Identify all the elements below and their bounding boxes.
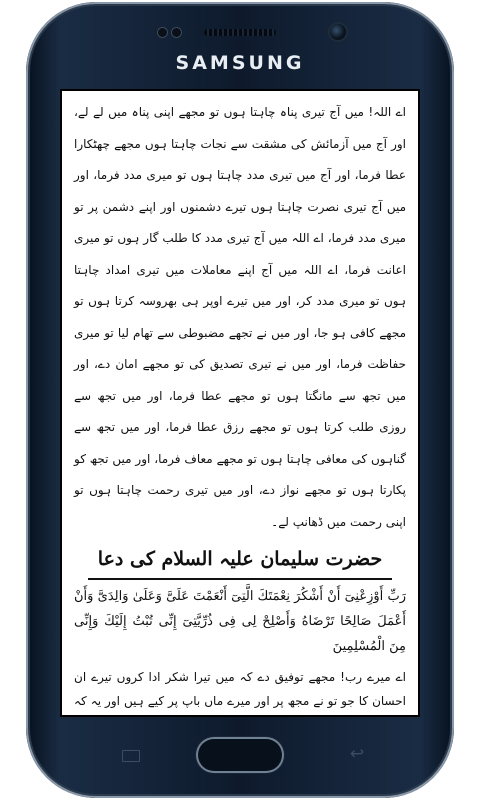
front-camera-icon <box>330 24 346 40</box>
hardware-keys <box>26 727 454 787</box>
brand-logo: SAMSUNG <box>175 52 305 74</box>
phone-frame <box>26 2 454 798</box>
sensor-dot <box>158 28 167 37</box>
dua-paragraph: اے اللہ! میں آج تیری پناہ چاہتا ہوں تو مجھے اپنی پناہ میں لے لے، اور آج میں آزمائش کی مشقت سے نجات چاہتا ہوں مجھے چھٹکارا عطا فرما، اور آج میں تیری مدد چاہتا ہوں تو میری مدد فرما، اور میں آج تیری نصرت چاہتا ہوں تیرے دشمنوں اور اپنے دشمن پر تو میری مدد فرما، اے اللہ میں آج تیری مدد کا طلب گار ہوں تو میری اعانت فرما، اے اللہ میں آج اپنے معاملات میں تیری امداد چاہتا ہوں تو میری مدد کر، اور میں تیرے اوپر ہی بھروسہ کرتا ہوں تو مجھے کافی ہو جا، اور میں نے تجھے مضبوطی سے تھام لیا تو میری حفاظت فرما، اور میں نے تیری تصدیق کی تو مجھے امان دے، اور میں تجھ سے مانگتا ہوں تو مجھے عطا فرما، اور میں تجھ سے روزی طلب کرتا ہوں تو مجھے رزق عطا فرما، اور میں تجھ سے گناہوں کی معافی چاہتا ہوں تو مجھے معاف فرما، اور میں تجھ کو پکارتا ہوں تو مجھے نواز دے، اور میں تیری رحمت چاہتا ہوں تو اپنی رحمت میں ڈھانپ لے۔ <box>74 105 406 529</box>
earpiece-speaker <box>204 29 276 36</box>
scroll-content[interactable] <box>62 91 418 715</box>
back-icon[interactable]: ↩ <box>349 744 365 764</box>
heading-sulaiman: حضرت سلیمان علیہ السلام کی دعا <box>88 542 392 580</box>
arabic-verse: رَبِّ أَوْزِعْنِىٓ أَنْ أَشْكُرَ نِعْمَتَكَ الَّتِىٓ أَنْعَمْتَ عَلَىَّ وَعَلَىٰ وَالِدَىَّ وَأَنْ أَعْمَلَ صَالِحًا تَرْضَاهُ وَأَصْلِحْ لِى فِى ذُرِّيَّتِىٓ إِنِّى تُبْتُ إِلَيْكَ وَإِنِّى مِنَ الْمُسْلِمِينَ <box>74 589 406 654</box>
section-heading <box>74 542 406 580</box>
home-button[interactable] <box>198 739 282 771</box>
sensor-dot <box>172 28 181 37</box>
screen <box>60 89 420 717</box>
recent-apps-icon[interactable] <box>122 750 140 762</box>
urdu-translation: اے میرے رب! مجھے توفیق دے کہ میں تیرا شکر ادا کروں تیرے ان احسان کا جو تو نے مجھ پر اور میرے ماں باپ پر کیے ہیں اور یہ کہ <box>74 670 406 708</box>
